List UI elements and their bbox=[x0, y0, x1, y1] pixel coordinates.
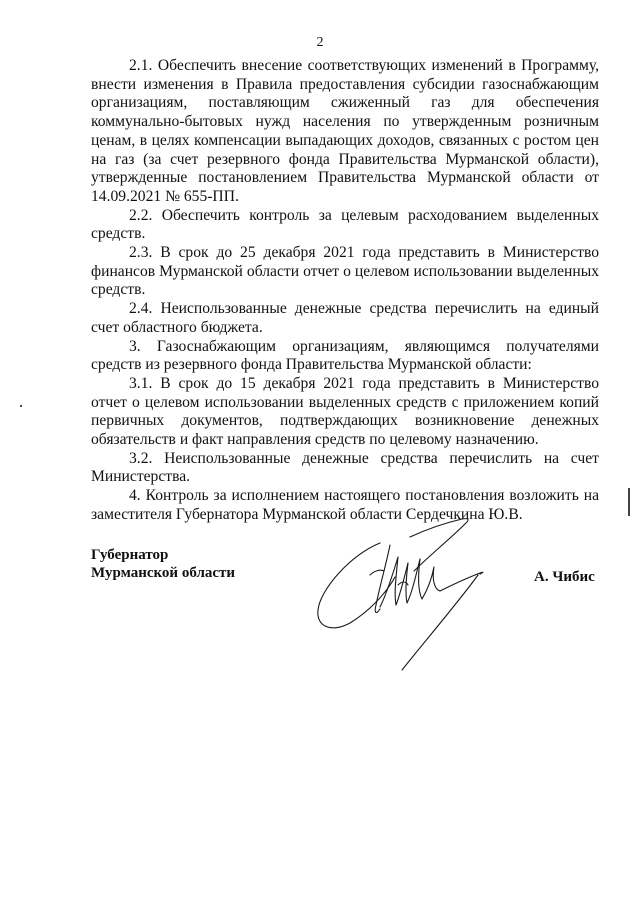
paragraph-2-2: 2.2. Обеспечить контроль за целевым расходованием выделенных средств. bbox=[91, 206, 599, 243]
signatory-title-line1: Губернатор bbox=[91, 547, 169, 563]
scan-margin-dot bbox=[20, 405, 22, 407]
paragraph-3: 3. Газоснабжающим организациям, являющимся получателями средств из резервного фонда Правительства Мурманской области: bbox=[91, 337, 599, 374]
signatory-name: А. Чибис bbox=[534, 569, 595, 585]
paragraph-2-1: 2.1. Обеспечить внесение соответствующих изменений в Программу, внести изменения в Правила предоставления субсидии газоснабжающим организациям, поставляющим сжиженный газ для обеспечения коммунально-бытовых нужд населения по утвержденным розничным ценам, в целях компенсации выпадающих доходов, связанных с ростом цен на газ (за счет резервного фонда Правительства Мурманской области), утвержденные постановлением Правительства Мурманской области от 14.09.2021 № 655-ПП. bbox=[91, 57, 599, 205]
paragraph-2-3: 2.3. В срок до 25 декабря 2021 года представить в Министерство финансов Мурманской области отчет о целевом использовании выделенных средств. bbox=[91, 244, 599, 299]
paragraph-2-4: 2.4. Неиспользованные денежные средства перечислить на единый счет областного бюджета. bbox=[91, 300, 599, 336]
signatory-title bbox=[91, 546, 235, 582]
page-number: 2 bbox=[316, 35, 324, 50]
scan-margin-mark bbox=[628, 488, 630, 516]
signatory-title-line2: Мурманской области bbox=[91, 565, 236, 581]
document-body bbox=[91, 57, 599, 525]
paragraph-3-2: 3.2. Неиспользованные денежные средства перечислить на счет Министерства. bbox=[91, 449, 599, 486]
paragraph-3-1: 3.1. В срок до 15 декабря 2021 года представить в Министерство отчет о целевом использовании выделенных средств с приложением копий первичных документов, подтверждающих возникновение денежных обязательств и факт направления средств по целевому назначению. bbox=[91, 374, 599, 449]
paragraph-4: 4. Контроль за исполнением настоящего постановления возложить на заместителя Губернатора Мурманской области Сердечкина Ю.В. bbox=[91, 487, 599, 523]
handwritten-signature bbox=[310, 515, 495, 675]
